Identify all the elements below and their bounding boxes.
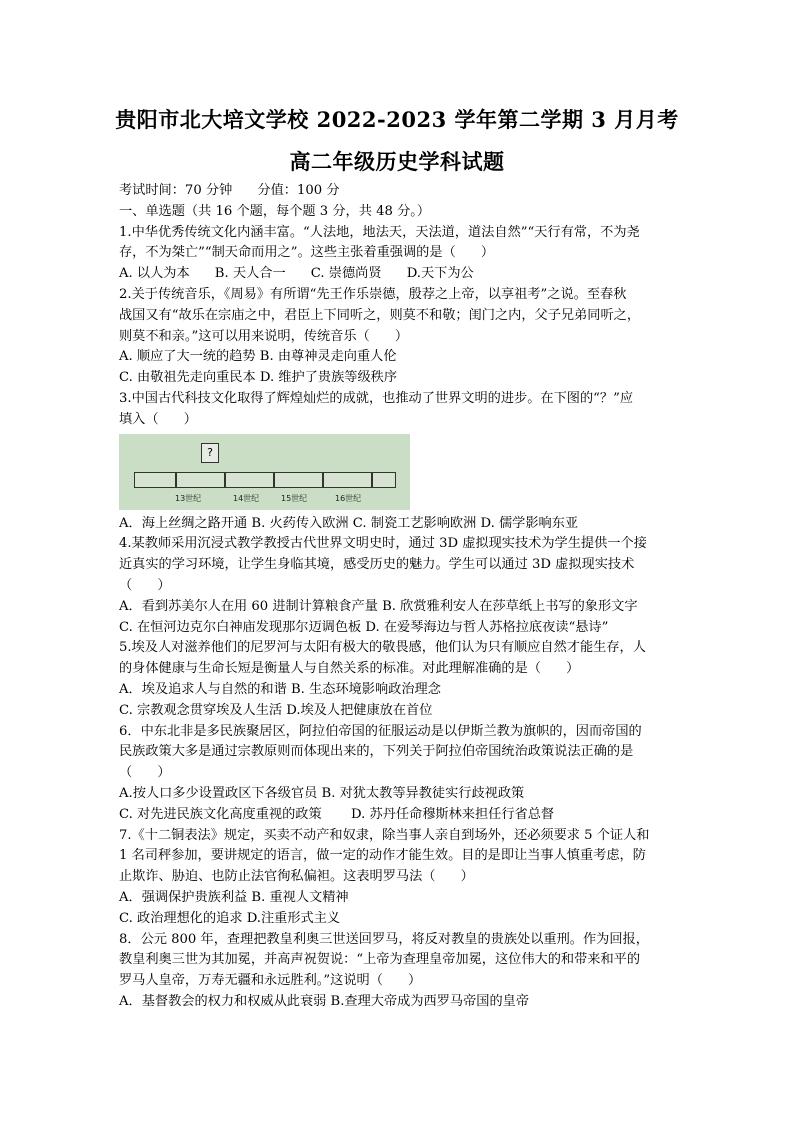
- timeline-tick: [371, 473, 373, 487]
- exam-body: [119, 181, 687, 1013]
- text-line: A. 以人为本 B. 天人合一 C. 崇德尚贤 D.天下为公: [119, 266, 474, 282]
- text-line: 4.某教师采用沉浸式教学教授古代世界文明史时，通过 3D 虚拟现实技术为学生提供一个接: [119, 536, 647, 552]
- timeline-tick: [322, 473, 324, 487]
- text-line: 7.《十二铜表法》规定，买卖不动产和奴隶，除当事人亲自到场外，还必须要求 5 个证人和: [119, 827, 650, 843]
- text-line: 则莫不和亲。”这可以用来说明，传统音乐（ ）: [119, 328, 409, 344]
- text-line: 填入（ ）: [119, 411, 197, 427]
- text-line: C. 由敬祖先走向重民本 D. 维护了贵族等级秩序: [119, 370, 398, 386]
- text-line: 2.关于传统音乐，《周易》有所谓“先王作乐崇德，殷荐之上帝，以享祖考”之说。至春秋: [119, 286, 627, 302]
- text-line: 止欺诈、胁迫、也防止法官徇私偏袒。这表明罗马法（ ）: [119, 869, 474, 885]
- text-line: A．基督教会的权力和权威从此衰弱 B.查理大帝成为西罗马帝国的皇帝: [119, 993, 530, 1009]
- timeline-tick: [273, 473, 275, 487]
- text-line: 民族政策大多是通过宗教原则而体现出来的，下列关于阿拉伯帝国统治政策说法正确的是: [119, 744, 634, 760]
- text-line: 近真实的学习环境，让学生身临其境，感受历史的魅力。学生可以通过 3D 虚拟现实技术: [119, 557, 635, 573]
- text-line: 1 名司秤参加，要讲规定的语言，做一定的动作才能生效。目的是即让当事人慎重考虑，防: [119, 848, 646, 864]
- text-line: C. 宗教观念贯穿埃及人生活 D.埃及人把健康放在首位: [119, 702, 433, 718]
- text-line: 的身体健康与生命长短是衡量人与自然关系的标准。对此理解准确的是（ ）: [119, 661, 580, 677]
- text-line: 战国又有“故乐在宗庙之中，君臣上下同听之，则莫不和敬；闺门之内，父子兄弟同听之，: [119, 307, 641, 323]
- exam-title-line1: 贵阳市北大培文学校 2022-2023 学年第二学期 3 月月考: [115, 107, 679, 132]
- question-mark-box: ?: [201, 443, 219, 463]
- text-line: （ ）: [119, 765, 171, 781]
- text-line: C. 对先进民族文化高度重视的政策 D. 苏丹任命穆斯林来担任行省总督: [119, 806, 555, 822]
- text-line: 考试时间：70 分钟 分值：100 分: [119, 183, 340, 198]
- timeline-label: 14世纪: [233, 493, 260, 503]
- text-line: A．强调保护贵族利益 B. 重视人文精神: [119, 889, 349, 905]
- text-line: 存，不为桀亡”“制天命而用之”。这些主张着重强调的是（ ）: [119, 245, 495, 261]
- text-line: C. 政治理想化的追求 D.注重形式主义: [119, 910, 341, 926]
- timeline-figure: [119, 434, 410, 510]
- text-line: A．埃及追求人与自然的和谐 B. 生态环境影响政治理念: [119, 681, 441, 697]
- text-line: A. 顺应了大一统的趋势 B. 由尊神灵走向重人伦: [119, 349, 397, 365]
- text-line: 8．公元 800 年，查理把教皇利奥三世送回罗马，将反对教皇的贵族处以重刑。作为回报，: [119, 931, 649, 947]
- timeline-label: 16世纪: [335, 493, 362, 503]
- timeline-tick: [175, 473, 177, 487]
- text-line: 5.埃及人对滋养他们的尼罗河与太阳有极大的敬畏感，他们认为只有顺应自然才能生存，人: [119, 640, 646, 656]
- timeline-label: 15世纪: [281, 493, 308, 503]
- timeline-bar: [134, 472, 396, 488]
- exam-title-line2: 高二年级历史学科试题: [289, 149, 505, 174]
- text-line: A.按人口多少设置政区下各级官员 B. 对犹太教等异教徒实行歧视政策: [119, 785, 525, 801]
- text-line: A．海上丝绸之路开通 B. 火药传入欧洲 C. 制瓷工艺影响欧洲 D. 儒学影响东亚: [119, 515, 579, 531]
- text-line: C. 在恒河边克尔白神庙发现那尔迈调色板 D. 在爱琴海边与哲人苏格拉底夜读“悬诗”: [119, 619, 609, 635]
- text-line: 6．中东北非是多民族聚居区，阿拉伯帝国的征服运动是以伊斯兰教为旗帜的，因而帝国的: [119, 723, 642, 739]
- timeline-tick: [224, 473, 226, 487]
- text-line: 罗马人皇帝，万寿无疆和永远胜利。”这说明（ ）: [119, 973, 422, 989]
- text-line: 3.中国古代科技文化取得了辉煌灿烂的成就，也推动了世界文明的进步。在下图的“？”应: [119, 390, 633, 406]
- text-line: A．看到苏美尔人在用 60 进制计算粮食产量 B. 欣赏雅利安人在莎草纸上书写的象形文字: [119, 598, 638, 614]
- text-line: 1.中华优秀传统文化内涵丰富。“人法地，地法天，天法道，道法自然”“天行有常，不为尧: [119, 224, 640, 240]
- text-line: （ ）: [119, 577, 171, 593]
- timeline-label: 13世纪: [175, 493, 202, 503]
- text-line: 一、单选题（共 16 个题，每个题 3 分，共 48 分。）: [119, 203, 431, 219]
- text-line: 教皇利奥三世为其加冕，并高声祝贺说：“上帝为查理皇帝加冕，这位伟大的和带来和平的: [119, 952, 641, 968]
